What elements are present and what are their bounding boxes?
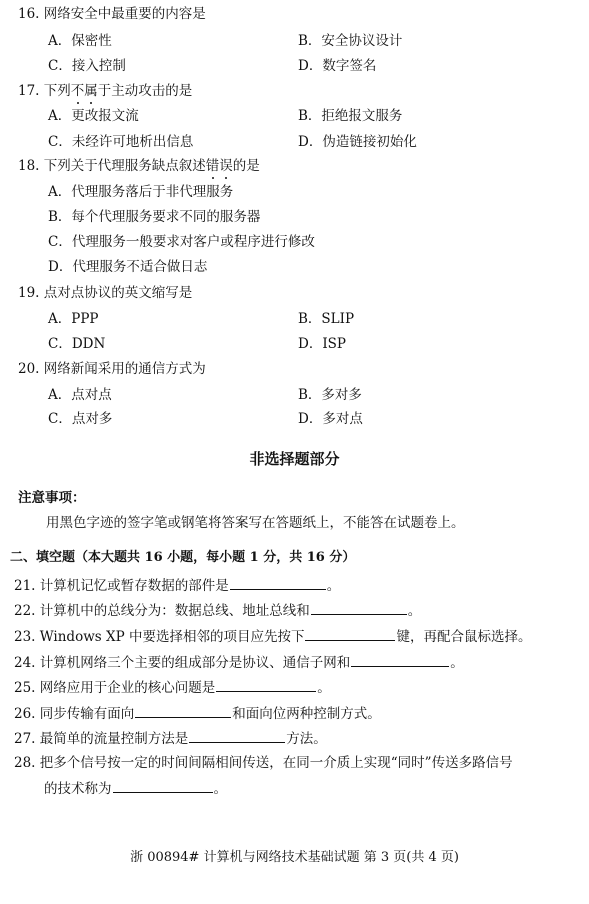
- option-a: A．点对点: [48, 387, 112, 403]
- question-25: 25. 网络应用于企业的核心问题是 。: [14, 680, 331, 696]
- option-a: A．保密性: [48, 33, 112, 49]
- option-d: D．代理服务不适合做日志: [48, 259, 208, 275]
- question-number: 18.: [18, 158, 40, 174]
- question-22: 22. 计算机中的总线分为：数据总线、地址总线和 。: [14, 603, 422, 619]
- question-number: 26.: [14, 706, 36, 722]
- option-a: A．更改报文流: [48, 108, 139, 124]
- question-number: 17.: [18, 83, 40, 99]
- question-number: 21.: [14, 578, 36, 594]
- option-c: C．未经许可地析出信息: [48, 134, 194, 150]
- option-b: B．SLIP: [298, 311, 355, 327]
- question-stem: 网络安全中最重要的内容是: [43, 6, 206, 22]
- part2-heading: 二、填空题（本大题共 16 小题，每小题 1 分，共 16 分）: [10, 550, 356, 565]
- question-number: 24.: [14, 655, 36, 671]
- question-stem: 网络新闻采用的通信方式为: [43, 361, 206, 377]
- question-20: [18, 361, 206, 377]
- option-a: A．代理服务落后于非代理服务: [48, 184, 234, 200]
- notice-label: 注意事项：: [18, 490, 86, 506]
- option-c: C．DDN: [48, 336, 106, 352]
- option-c: C．点对多: [48, 411, 113, 427]
- page-footer: 浙 00894# 计算机与网络技术基础试题 第 3 页(共 4 页): [130, 850, 459, 865]
- question-28-line2: 的技术称为 。: [44, 781, 227, 797]
- option-b: B．拒绝报文服务: [298, 108, 403, 124]
- question-19: [18, 285, 192, 301]
- option-d: D．ISP: [298, 336, 346, 352]
- question-24: 24. 计算机网络三个主要的组成部分是协议、通信子网和 。: [14, 655, 464, 671]
- option-d: D．伪造链接初始化: [298, 134, 417, 150]
- option-d: D．数字签名: [298, 58, 377, 74]
- question-number: 27.: [14, 731, 36, 747]
- question-stem: 下列关于代理服务缺点叙述错误的是: [43, 158, 260, 174]
- question-23: 23. Windows XP 中要选择相邻的项目应先按下 键，再配合鼠标选择。: [14, 629, 532, 645]
- question-stem: 下列不属于主动攻击的是: [43, 83, 193, 99]
- question-number: 16.: [18, 6, 40, 22]
- emphasis-dot: 属: [84, 83, 98, 99]
- question-17: [18, 83, 192, 99]
- answer-blank: [135, 705, 231, 718]
- answer-blank: [351, 654, 449, 667]
- question-number: 28.: [14, 755, 36, 771]
- question-21: 21. 计算机记忆或暂存数据的部件是 。: [14, 578, 341, 594]
- question-26: 26. 同步传输有面向 和面向位两种控制方式。: [14, 706, 381, 722]
- answer-blank: [113, 780, 213, 793]
- notice-text: 用黑色字迹的签字笔或钢笔将答案写在答题纸上，不能答在试题卷上。: [46, 515, 465, 531]
- emphasis-dot: 误: [219, 158, 233, 174]
- answer-blank: [311, 602, 407, 615]
- answer-blank: [230, 577, 326, 590]
- option-a: A．PPP: [48, 311, 99, 327]
- option-d: D．多对点: [298, 411, 363, 427]
- option-b: B．每个代理服务要求不同的服务器: [48, 209, 261, 225]
- question-28: 28. 把多个信号按一定的时间间隔相间传送，在同一介质上实现“同时”传送多路信号: [14, 755, 513, 771]
- option-c: C．接入控制: [48, 58, 126, 74]
- question-27: 27. 最简单的流量控制方法是 方法。: [14, 731, 327, 747]
- question-number: 25.: [14, 680, 36, 696]
- emphasis-dot: 不: [70, 83, 85, 99]
- section-title: 非选择题部分: [249, 450, 340, 468]
- question-16: [18, 6, 206, 22]
- question-stem: 点对点协议的英文缩写是: [43, 285, 193, 301]
- emphasis-dot: 错: [205, 158, 220, 174]
- answer-blank: [216, 679, 316, 692]
- question-number: 20.: [18, 361, 40, 377]
- option-b: B．安全协议设计: [298, 33, 403, 49]
- question-number: 22.: [14, 603, 36, 619]
- answer-blank: [189, 730, 285, 743]
- option-c: C．代理服务一般要求对客户或程序进行修改: [48, 234, 315, 250]
- answer-blank: [305, 628, 395, 641]
- question-18: [18, 158, 260, 174]
- question-number: 23.: [14, 629, 36, 645]
- option-b: B．多对多: [298, 387, 362, 403]
- question-number: 19.: [18, 285, 40, 301]
